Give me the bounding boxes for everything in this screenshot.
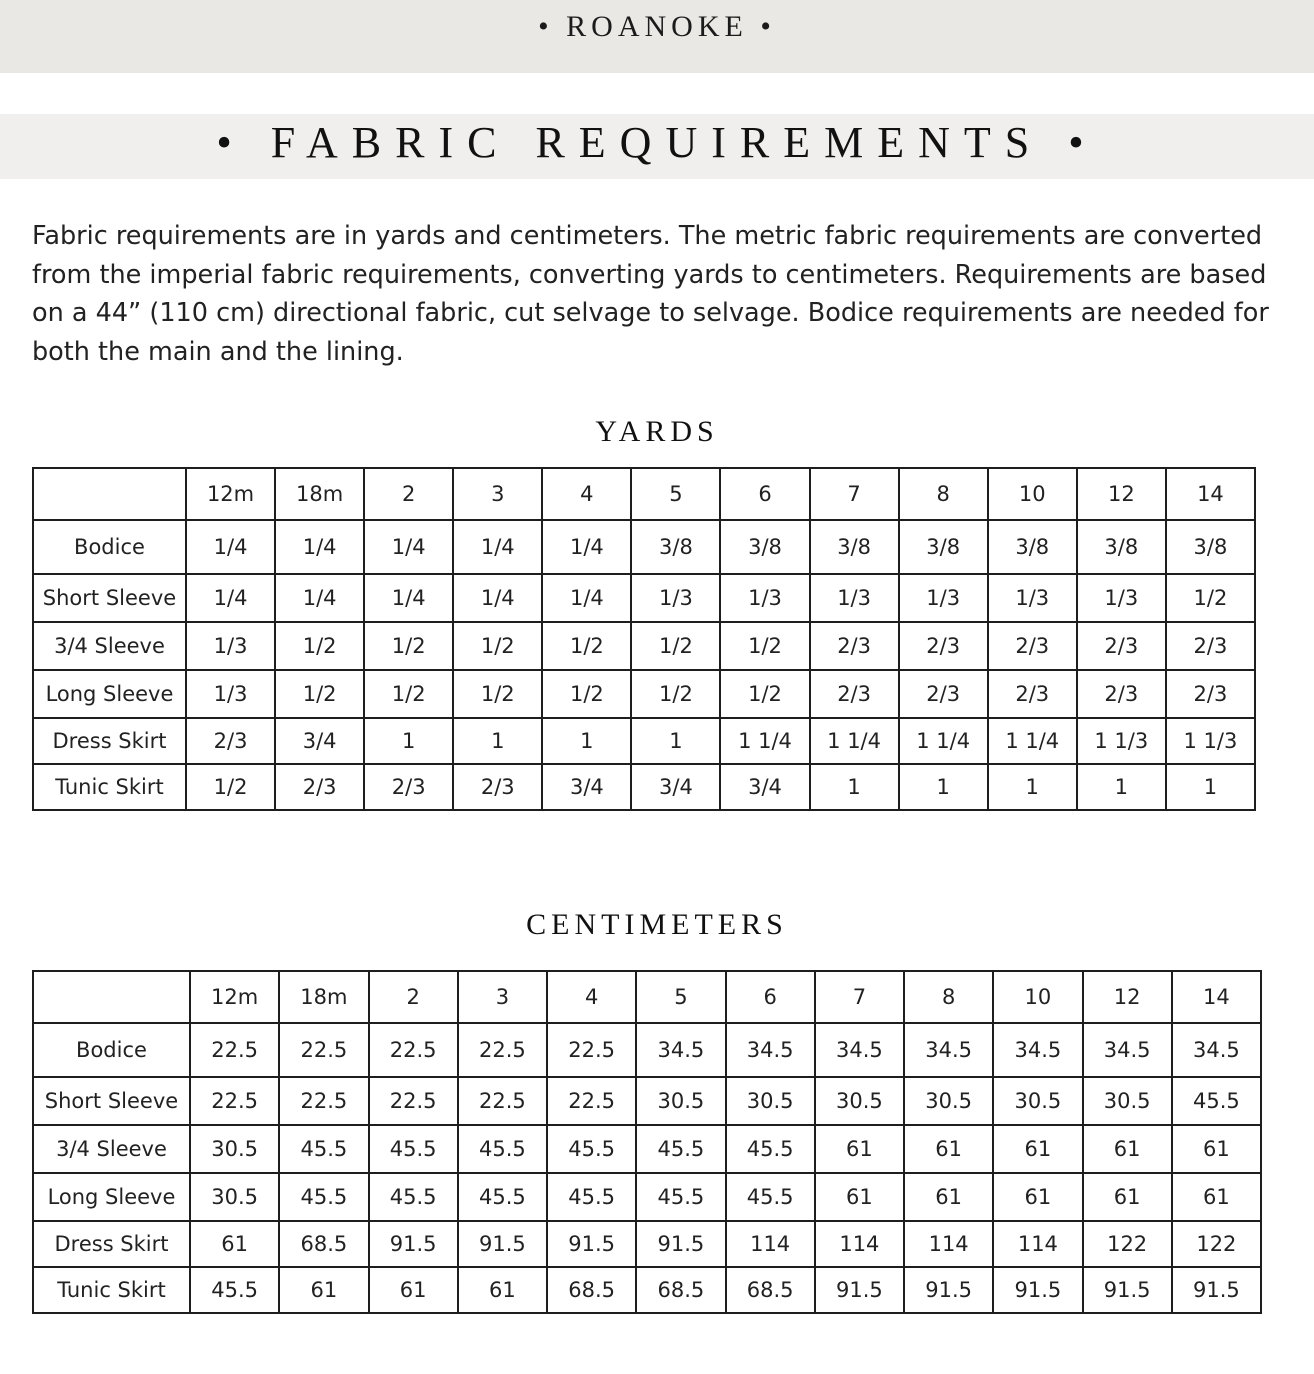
table-cell: 61 — [458, 1267, 547, 1313]
table-cell: 61 — [1172, 1125, 1261, 1173]
table-cell: 1/3 — [186, 670, 275, 718]
table-cell: 45.5 — [726, 1173, 815, 1221]
size-column-header: 8 — [899, 468, 988, 520]
table-cell: 2/3 — [899, 670, 988, 718]
table-cell: 1 — [453, 718, 542, 764]
size-column-header: 7 — [815, 971, 904, 1023]
size-column-header: 12m — [190, 971, 279, 1023]
table-cell: 1/2 — [364, 622, 453, 670]
table-cell: 1/3 — [988, 574, 1077, 622]
table-cell: 2/3 — [1166, 622, 1255, 670]
table-cell: 91.5 — [993, 1267, 1082, 1313]
table-cell: 114 — [993, 1221, 1082, 1267]
table-cell: 2/3 — [364, 764, 453, 810]
table-cell: 91.5 — [1083, 1267, 1172, 1313]
table-cell: 91.5 — [458, 1221, 547, 1267]
size-column-header: 12 — [1083, 971, 1172, 1023]
table-row — [33, 1023, 1261, 1077]
table-cell: 1 — [1077, 764, 1166, 810]
table-cell: 1/2 — [186, 764, 275, 810]
table-cell: 2/3 — [988, 670, 1077, 718]
table-cell: 1/2 — [631, 622, 720, 670]
table-cell: 61 — [1172, 1173, 1261, 1221]
table-cell: 2/3 — [1077, 622, 1166, 670]
table-cell: 68.5 — [636, 1267, 725, 1313]
table-row — [33, 622, 1255, 670]
corner-cell — [33, 971, 190, 1023]
table-cell: 1 1/3 — [1166, 718, 1255, 764]
table-cell: 45.5 — [369, 1125, 458, 1173]
table-cell: 91.5 — [369, 1221, 458, 1267]
row-label: Dress Skirt — [33, 1221, 190, 1267]
table-cell: 45.5 — [190, 1267, 279, 1313]
row-label: Short Sleeve — [33, 574, 186, 622]
table-cell: 1/4 — [542, 520, 631, 574]
table-cell: 91.5 — [904, 1267, 993, 1313]
table-cell: 34.5 — [993, 1023, 1082, 1077]
size-column-header: 5 — [636, 971, 725, 1023]
row-label: Long Sleeve — [33, 1173, 190, 1221]
table-cell: 1 — [810, 764, 899, 810]
table-cell: 1 1/4 — [810, 718, 899, 764]
intro-paragraph: Fabric requirements are in yards and centimeters. The metric fabric requirements are converted from the imperial fabric requirements, converting yards to centimeters. Requirements are based on a 44” (110 cm) directional fabric, cut selvage to selvage. Bodice requirements are needed for both the main and the lining. — [32, 221, 1269, 367]
table-cell: 1/4 — [275, 520, 364, 574]
table-cell: 45.5 — [547, 1173, 636, 1221]
table-cell: 2/3 — [1166, 670, 1255, 718]
centimeters-table — [32, 970, 1262, 1314]
table-cell: 22.5 — [547, 1077, 636, 1125]
table-cell: 2/3 — [899, 622, 988, 670]
row-label: Tunic Skirt — [33, 764, 186, 810]
table-cell: 2/3 — [810, 622, 899, 670]
table-cell: 1 1/3 — [1077, 718, 1166, 764]
size-column-header: 6 — [720, 468, 809, 520]
table-cell: 1/2 — [1166, 574, 1255, 622]
row-label: Dress Skirt — [33, 718, 186, 764]
size-column-header: 10 — [993, 971, 1082, 1023]
table-cell: 122 — [1172, 1221, 1261, 1267]
size-column-header: 2 — [364, 468, 453, 520]
table-row — [33, 1077, 1261, 1125]
table-row — [33, 574, 1255, 622]
table-cell: 22.5 — [279, 1077, 368, 1125]
table-cell: 61 — [369, 1267, 458, 1313]
table-cell: 61 — [815, 1173, 904, 1221]
table-cell: 1/4 — [275, 574, 364, 622]
brand-title: • ROANOKE • — [538, 9, 776, 43]
table-cell: 1 — [1166, 764, 1255, 810]
section-title: • FABRIC REQUIREMENTS • — [216, 118, 1098, 167]
table-cell: 91.5 — [815, 1267, 904, 1313]
table-cell: 1/4 — [186, 574, 275, 622]
table-cell: 3/4 — [275, 718, 364, 764]
table-cell: 61 — [190, 1221, 279, 1267]
table-cell: 1 1/4 — [988, 718, 1077, 764]
row-label: Long Sleeve — [33, 670, 186, 718]
table-cell: 1/2 — [275, 622, 364, 670]
table-cell: 30.5 — [1083, 1077, 1172, 1125]
table-cell: 45.5 — [636, 1125, 725, 1173]
table-cell: 3/4 — [631, 764, 720, 810]
table-cell: 1 1/4 — [899, 718, 988, 764]
table-cell: 68.5 — [726, 1267, 815, 1313]
table-cell: 1/4 — [186, 520, 275, 574]
table-cell: 30.5 — [636, 1077, 725, 1125]
table-cell: 22.5 — [458, 1023, 547, 1077]
table-cell: 1/2 — [631, 670, 720, 718]
table-cell: 3/8 — [631, 520, 720, 574]
table-cell: 1/3 — [810, 574, 899, 622]
table-cell: 22.5 — [190, 1023, 279, 1077]
table-cell: 68.5 — [547, 1267, 636, 1313]
table-cell: 30.5 — [190, 1173, 279, 1221]
table-cell: 2/3 — [453, 764, 542, 810]
table-cell: 1 — [899, 764, 988, 810]
size-column-header: 7 — [810, 468, 899, 520]
table-cell: 61 — [815, 1125, 904, 1173]
table-cell: 3/8 — [1166, 520, 1255, 574]
table-header-row — [33, 468, 1255, 520]
table-cell: 91.5 — [636, 1221, 725, 1267]
row-label: 3/4 Sleeve — [33, 622, 186, 670]
size-column-header: 18m — [279, 971, 368, 1023]
table-cell: 2/3 — [275, 764, 364, 810]
table-row — [33, 718, 1255, 764]
table-row — [33, 764, 1255, 810]
size-column-header: 4 — [547, 971, 636, 1023]
row-label: Short Sleeve — [33, 1077, 190, 1125]
section-band — [0, 114, 1314, 179]
table-cell: 22.5 — [279, 1023, 368, 1077]
table-cell: 34.5 — [636, 1023, 725, 1077]
table-cell: 45.5 — [547, 1125, 636, 1173]
size-column-header: 12 — [1077, 468, 1166, 520]
table-cell: 22.5 — [547, 1023, 636, 1077]
table-cell: 1/3 — [720, 574, 809, 622]
table-cell: 61 — [1083, 1125, 1172, 1173]
size-column-header: 14 — [1166, 468, 1255, 520]
table-cell: 68.5 — [279, 1221, 368, 1267]
table-cell: 2/3 — [186, 718, 275, 764]
table-cell: 30.5 — [815, 1077, 904, 1125]
table-cell: 45.5 — [458, 1173, 547, 1221]
table-cell: 2/3 — [988, 622, 1077, 670]
table-cell: 45.5 — [1172, 1077, 1261, 1125]
table-cell: 34.5 — [1083, 1023, 1172, 1077]
table-cell: 45.5 — [279, 1125, 368, 1173]
yards-table — [32, 467, 1256, 811]
size-column-header: 6 — [726, 971, 815, 1023]
size-column-header: 3 — [453, 468, 542, 520]
table-cell: 30.5 — [904, 1077, 993, 1125]
table-cell: 3/8 — [720, 520, 809, 574]
table-cell: 1/2 — [453, 670, 542, 718]
table-cell: 61 — [904, 1173, 993, 1221]
table-cell: 45.5 — [726, 1125, 815, 1173]
table-row — [33, 1125, 1261, 1173]
table-cell: 34.5 — [726, 1023, 815, 1077]
table-cell: 34.5 — [904, 1023, 993, 1077]
table-cell: 3/8 — [988, 520, 1077, 574]
table-cell: 122 — [1083, 1221, 1172, 1267]
table-cell: 30.5 — [190, 1125, 279, 1173]
yards-table-title: YARDS — [595, 415, 719, 448]
table-cell: 22.5 — [369, 1023, 458, 1077]
table-cell: 34.5 — [815, 1023, 904, 1077]
table-cell: 1 — [364, 718, 453, 764]
table-cell: 1 — [988, 764, 1077, 810]
size-column-header: 3 — [458, 971, 547, 1023]
table-cell: 1/2 — [275, 670, 364, 718]
table-cell: 22.5 — [190, 1077, 279, 1125]
size-column-header: 4 — [542, 468, 631, 520]
row-label: Bodice — [33, 520, 186, 574]
table-cell: 1/2 — [720, 670, 809, 718]
table-cell: 1 — [542, 718, 631, 764]
table-row — [33, 670, 1255, 718]
table-cell: 91.5 — [547, 1221, 636, 1267]
table-cell: 1/2 — [542, 622, 631, 670]
table-cell: 45.5 — [636, 1173, 725, 1221]
table-cell: 2/3 — [1077, 670, 1166, 718]
table-cell: 1 — [631, 718, 720, 764]
size-column-header: 12m — [186, 468, 275, 520]
table-row — [33, 1173, 1261, 1221]
table-cell: 3/8 — [899, 520, 988, 574]
table-row — [33, 1267, 1261, 1313]
row-label: Tunic Skirt — [33, 1267, 190, 1313]
size-column-header: 18m — [275, 468, 364, 520]
table-cell: 114 — [815, 1221, 904, 1267]
table-cell: 114 — [904, 1221, 993, 1267]
table-cell: 22.5 — [458, 1077, 547, 1125]
table-cell: 3/8 — [810, 520, 899, 574]
table-cell: 1/4 — [364, 520, 453, 574]
table-cell: 61 — [904, 1125, 993, 1173]
size-column-header: 5 — [631, 468, 720, 520]
size-column-header: 8 — [904, 971, 993, 1023]
table-cell: 30.5 — [726, 1077, 815, 1125]
table-cell: 1 1/4 — [720, 718, 809, 764]
table-cell: 45.5 — [458, 1125, 547, 1173]
size-column-header: 10 — [988, 468, 1077, 520]
size-column-header: 14 — [1172, 971, 1261, 1023]
table-cell: 1/4 — [453, 574, 542, 622]
table-cell: 3/4 — [542, 764, 631, 810]
table-cell: 1/4 — [364, 574, 453, 622]
table-cell: 2/3 — [810, 670, 899, 718]
table-cell: 1/2 — [542, 670, 631, 718]
size-column-header: 2 — [369, 971, 458, 1023]
table-row — [33, 520, 1255, 574]
table-cell: 91.5 — [1172, 1267, 1261, 1313]
table-cell: 1/3 — [899, 574, 988, 622]
table-cell: 1/3 — [186, 622, 275, 670]
corner-cell — [33, 468, 186, 520]
row-label: 3/4 Sleeve — [33, 1125, 190, 1173]
table-cell: 61 — [279, 1267, 368, 1313]
table-cell: 61 — [993, 1173, 1082, 1221]
table-row — [33, 1221, 1261, 1267]
row-label: Bodice — [33, 1023, 190, 1077]
table-cell: 1/4 — [542, 574, 631, 622]
table-cell: 3/8 — [1077, 520, 1166, 574]
table-cell: 1/2 — [453, 622, 542, 670]
table-cell: 30.5 — [993, 1077, 1082, 1125]
table-cell: 22.5 — [369, 1077, 458, 1125]
header-band — [0, 0, 1314, 73]
table-cell: 114 — [726, 1221, 815, 1267]
table-cell: 3/4 — [720, 764, 809, 810]
table-header-row — [33, 971, 1261, 1023]
table-cell: 45.5 — [279, 1173, 368, 1221]
table-cell: 1/2 — [364, 670, 453, 718]
table-cell: 61 — [993, 1125, 1082, 1173]
table-cell: 1/3 — [1077, 574, 1166, 622]
table-cell: 34.5 — [1172, 1023, 1261, 1077]
table-cell: 45.5 — [369, 1173, 458, 1221]
table-cell: 61 — [1083, 1173, 1172, 1221]
table-cell: 1/4 — [453, 520, 542, 574]
table-cell: 1/3 — [631, 574, 720, 622]
centimeters-table-title: CENTIMETERS — [526, 908, 788, 941]
table-cell: 1/2 — [720, 622, 809, 670]
